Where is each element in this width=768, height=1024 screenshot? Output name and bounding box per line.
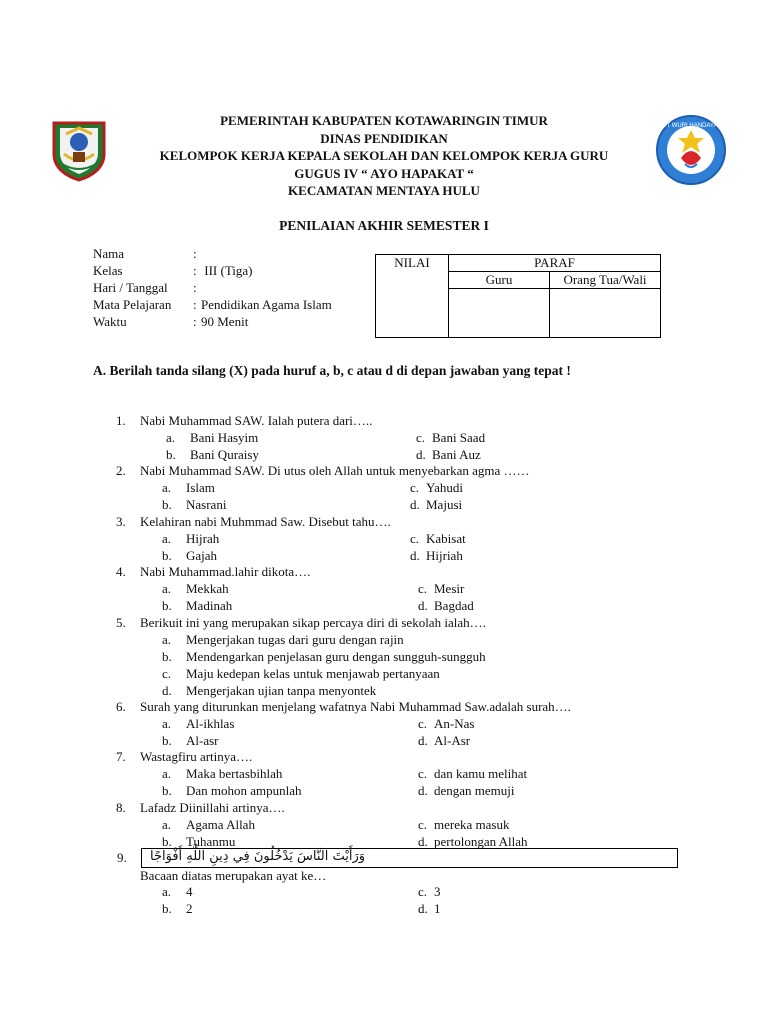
option-letter: c. xyxy=(418,581,428,596)
option-letter: c. xyxy=(416,430,426,445)
option-text: Bani Hasyim xyxy=(190,430,259,445)
identity-label: Waktu xyxy=(93,314,127,329)
option-letter: d. xyxy=(418,901,428,916)
option-letter: a. xyxy=(162,531,172,546)
option-text: 2 xyxy=(186,901,193,916)
option-text: Hijrah xyxy=(186,531,220,546)
exam-title: PENILAIAN AKHIR SEMESTER I xyxy=(279,218,489,233)
option-text: Islam xyxy=(186,480,215,495)
option-letter: c. xyxy=(410,531,420,546)
option-letter: d. xyxy=(162,683,172,698)
guru-signature-cell[interactable] xyxy=(449,289,550,338)
option-text: Majusi xyxy=(426,497,463,512)
option-text: Mendengarkan penjelasan guru dengan sungguh-sungguh xyxy=(186,649,486,664)
question-number: 2. xyxy=(116,463,126,478)
option-text: Hijriah xyxy=(426,548,463,563)
option-text: Dan mohon ampunlah xyxy=(186,783,302,798)
option-text: Bani Quraisy xyxy=(190,447,259,462)
option-letter: c. xyxy=(162,666,172,681)
identity-colon: : xyxy=(193,246,197,261)
identity-colon: : xyxy=(193,263,197,278)
option-letter: a. xyxy=(162,480,172,495)
letterhead-line-2: DINAS PENDIDIKAN xyxy=(320,130,448,146)
letterhead-line-4: GUGUS IV “ AYO HAPAKAT “ xyxy=(294,165,474,181)
option-letter: d. xyxy=(418,733,428,748)
identity-value: Pendidikan Agama Islam xyxy=(201,297,332,312)
option-text: Gajah xyxy=(186,548,218,563)
option-text: Maka bertasbihlah xyxy=(186,766,283,781)
arabic-verse-box xyxy=(141,848,678,868)
question-text: Bacaan diatas merupakan ayat ke… xyxy=(140,868,327,883)
option-letter: a. xyxy=(162,632,172,647)
identity-colon: : xyxy=(193,280,197,295)
question-number: 4. xyxy=(116,564,126,579)
question-text: Nabi Muhammad SAW. Ialah putera dari….. xyxy=(140,413,373,428)
option-text: Agama Allah xyxy=(186,817,255,832)
option-letter: b. xyxy=(162,783,172,798)
question-text: Berikuit ini yang merupakan sikap percaya diri di sekolah ialah…. xyxy=(140,615,486,630)
option-letter: a. xyxy=(162,716,172,731)
identity-colon: : xyxy=(193,297,197,312)
score-table xyxy=(375,254,661,338)
option-text: An-Nas xyxy=(434,716,475,731)
option-letter: a. xyxy=(162,884,172,899)
option-text: Tuhanmu xyxy=(186,834,236,849)
identity-label: Hari / Tanggal xyxy=(93,280,168,295)
option-text: pertolongan Allah xyxy=(434,834,528,849)
option-text: Mekkah xyxy=(186,581,229,596)
option-text: Bani Auz xyxy=(432,447,481,462)
identity-colon: : xyxy=(193,314,197,329)
letterhead-line-1: PEMERINTAH KABUPATEN KOTAWARINGIN TIMUR xyxy=(220,113,548,128)
identity-value: 90 Menit xyxy=(201,314,249,329)
option-letter: b. xyxy=(162,733,172,748)
letterhead xyxy=(0,112,768,200)
option-letter: c. xyxy=(418,716,428,731)
option-text: Nasrani xyxy=(186,497,227,512)
option-letter: a. xyxy=(162,817,172,832)
orang-tua-signature-cell[interactable] xyxy=(550,289,661,338)
option-letter: b. xyxy=(162,497,172,512)
identity-label: Kelas xyxy=(93,263,123,278)
option-text: 4 xyxy=(186,884,193,899)
paraf-header: PARAF xyxy=(449,255,661,272)
question-text: Nabi Muhammad.lahir dikota…. xyxy=(140,564,311,579)
question-text: Lafadz Diinillahi artinya…. xyxy=(140,800,285,815)
option-text: 3 xyxy=(434,884,441,899)
option-letter: a. xyxy=(162,766,172,781)
option-text: Mengerjakan tugas dari guru dengan rajin xyxy=(186,632,404,647)
option-letter: b. xyxy=(162,834,172,849)
section-a-instruction: A. Berilah tanda silang (X) pada huruf a, b, c atau d di depan jawaban yang tepat ! xyxy=(93,363,571,378)
nilai-header: NILAI xyxy=(376,255,449,338)
option-letter: b. xyxy=(162,901,172,916)
option-text: Mesir xyxy=(434,581,465,596)
option-letter: d. xyxy=(416,447,426,462)
option-text: Al-Asr xyxy=(434,733,471,748)
option-letter: a. xyxy=(162,581,172,596)
option-text: Yahudi xyxy=(426,480,463,495)
option-text: Maju kedepan kelas untuk menjawab pertanyaan xyxy=(186,666,440,681)
question-number: 6. xyxy=(116,699,126,714)
arabic-verse: وَرَأَيْتَ النَّاسَ يَدْخُلُونَ فِي دِينِ اللَّهِ أَفْوَاجًا xyxy=(150,849,366,864)
option-letter: d. xyxy=(410,548,420,563)
question-number: 5. xyxy=(116,615,126,630)
option-letter: d. xyxy=(410,497,420,512)
guru-header: Guru xyxy=(449,272,550,289)
logo-lettering: TUT WURI HANDAYANI xyxy=(658,123,724,129)
option-letter: b. xyxy=(162,598,172,613)
option-letter: c. xyxy=(418,766,428,781)
option-text: mereka masuk xyxy=(434,817,510,832)
option-text: Al-asr xyxy=(186,733,219,748)
option-text: Bani Saad xyxy=(432,430,486,445)
option-letter: c. xyxy=(418,817,428,832)
option-letter: b. xyxy=(162,649,172,664)
question-number: 9. xyxy=(117,850,127,865)
option-text: dan kamu melihat xyxy=(434,766,528,781)
option-letter: c. xyxy=(410,480,420,495)
question-number: 1. xyxy=(116,413,126,428)
question-text: Surah yang diturunkan menjelang wafatnya Nabi Muhammad Saw.adalah surah…. xyxy=(140,699,571,714)
option-text: Bagdad xyxy=(434,598,474,613)
question-text: Kelahiran nabi Muhmmad Saw. Disebut tahu…. xyxy=(140,514,391,529)
option-letter: d. xyxy=(418,598,428,613)
option-letter: c. xyxy=(418,884,428,899)
identity-label: Mata Pelajaran xyxy=(93,297,172,312)
option-text: Madinah xyxy=(186,598,233,613)
option-text: 1 xyxy=(434,901,441,916)
question-text: Nabi Muhammad SAW. Di utus oleh Allah untuk menyebarkan agma …… xyxy=(140,463,530,478)
question-number: 8. xyxy=(116,800,126,815)
identity-value: III (Tiga) xyxy=(201,263,253,278)
question-number: 3. xyxy=(116,514,126,529)
option-letter: b. xyxy=(162,548,172,563)
option-letter: a. xyxy=(166,430,176,445)
option-letter: d. xyxy=(418,834,428,849)
question-text: Wastagfiru artinya…. xyxy=(140,749,253,764)
option-letter: d. xyxy=(418,783,428,798)
option-text: dengan memuji xyxy=(434,783,515,798)
identity-label: Nama xyxy=(93,246,125,261)
option-text: Al-ikhlas xyxy=(186,716,235,731)
letterhead-line-5: KECAMATAN MENTAYA HULU xyxy=(288,183,480,198)
question-number: 7. xyxy=(116,749,126,764)
option-text: Mengerjakan ujian tanpa menyontek xyxy=(186,683,377,698)
option-text: Kabisat xyxy=(426,531,466,546)
letterhead-line-3: KELOMPOK KERJA KEPALA SEKOLAH DAN KELOMPOK KERJA GURU xyxy=(159,148,609,163)
orang-tua-wali-header: Orang Tua/Wali xyxy=(550,272,661,289)
option-letter: b. xyxy=(166,447,176,462)
